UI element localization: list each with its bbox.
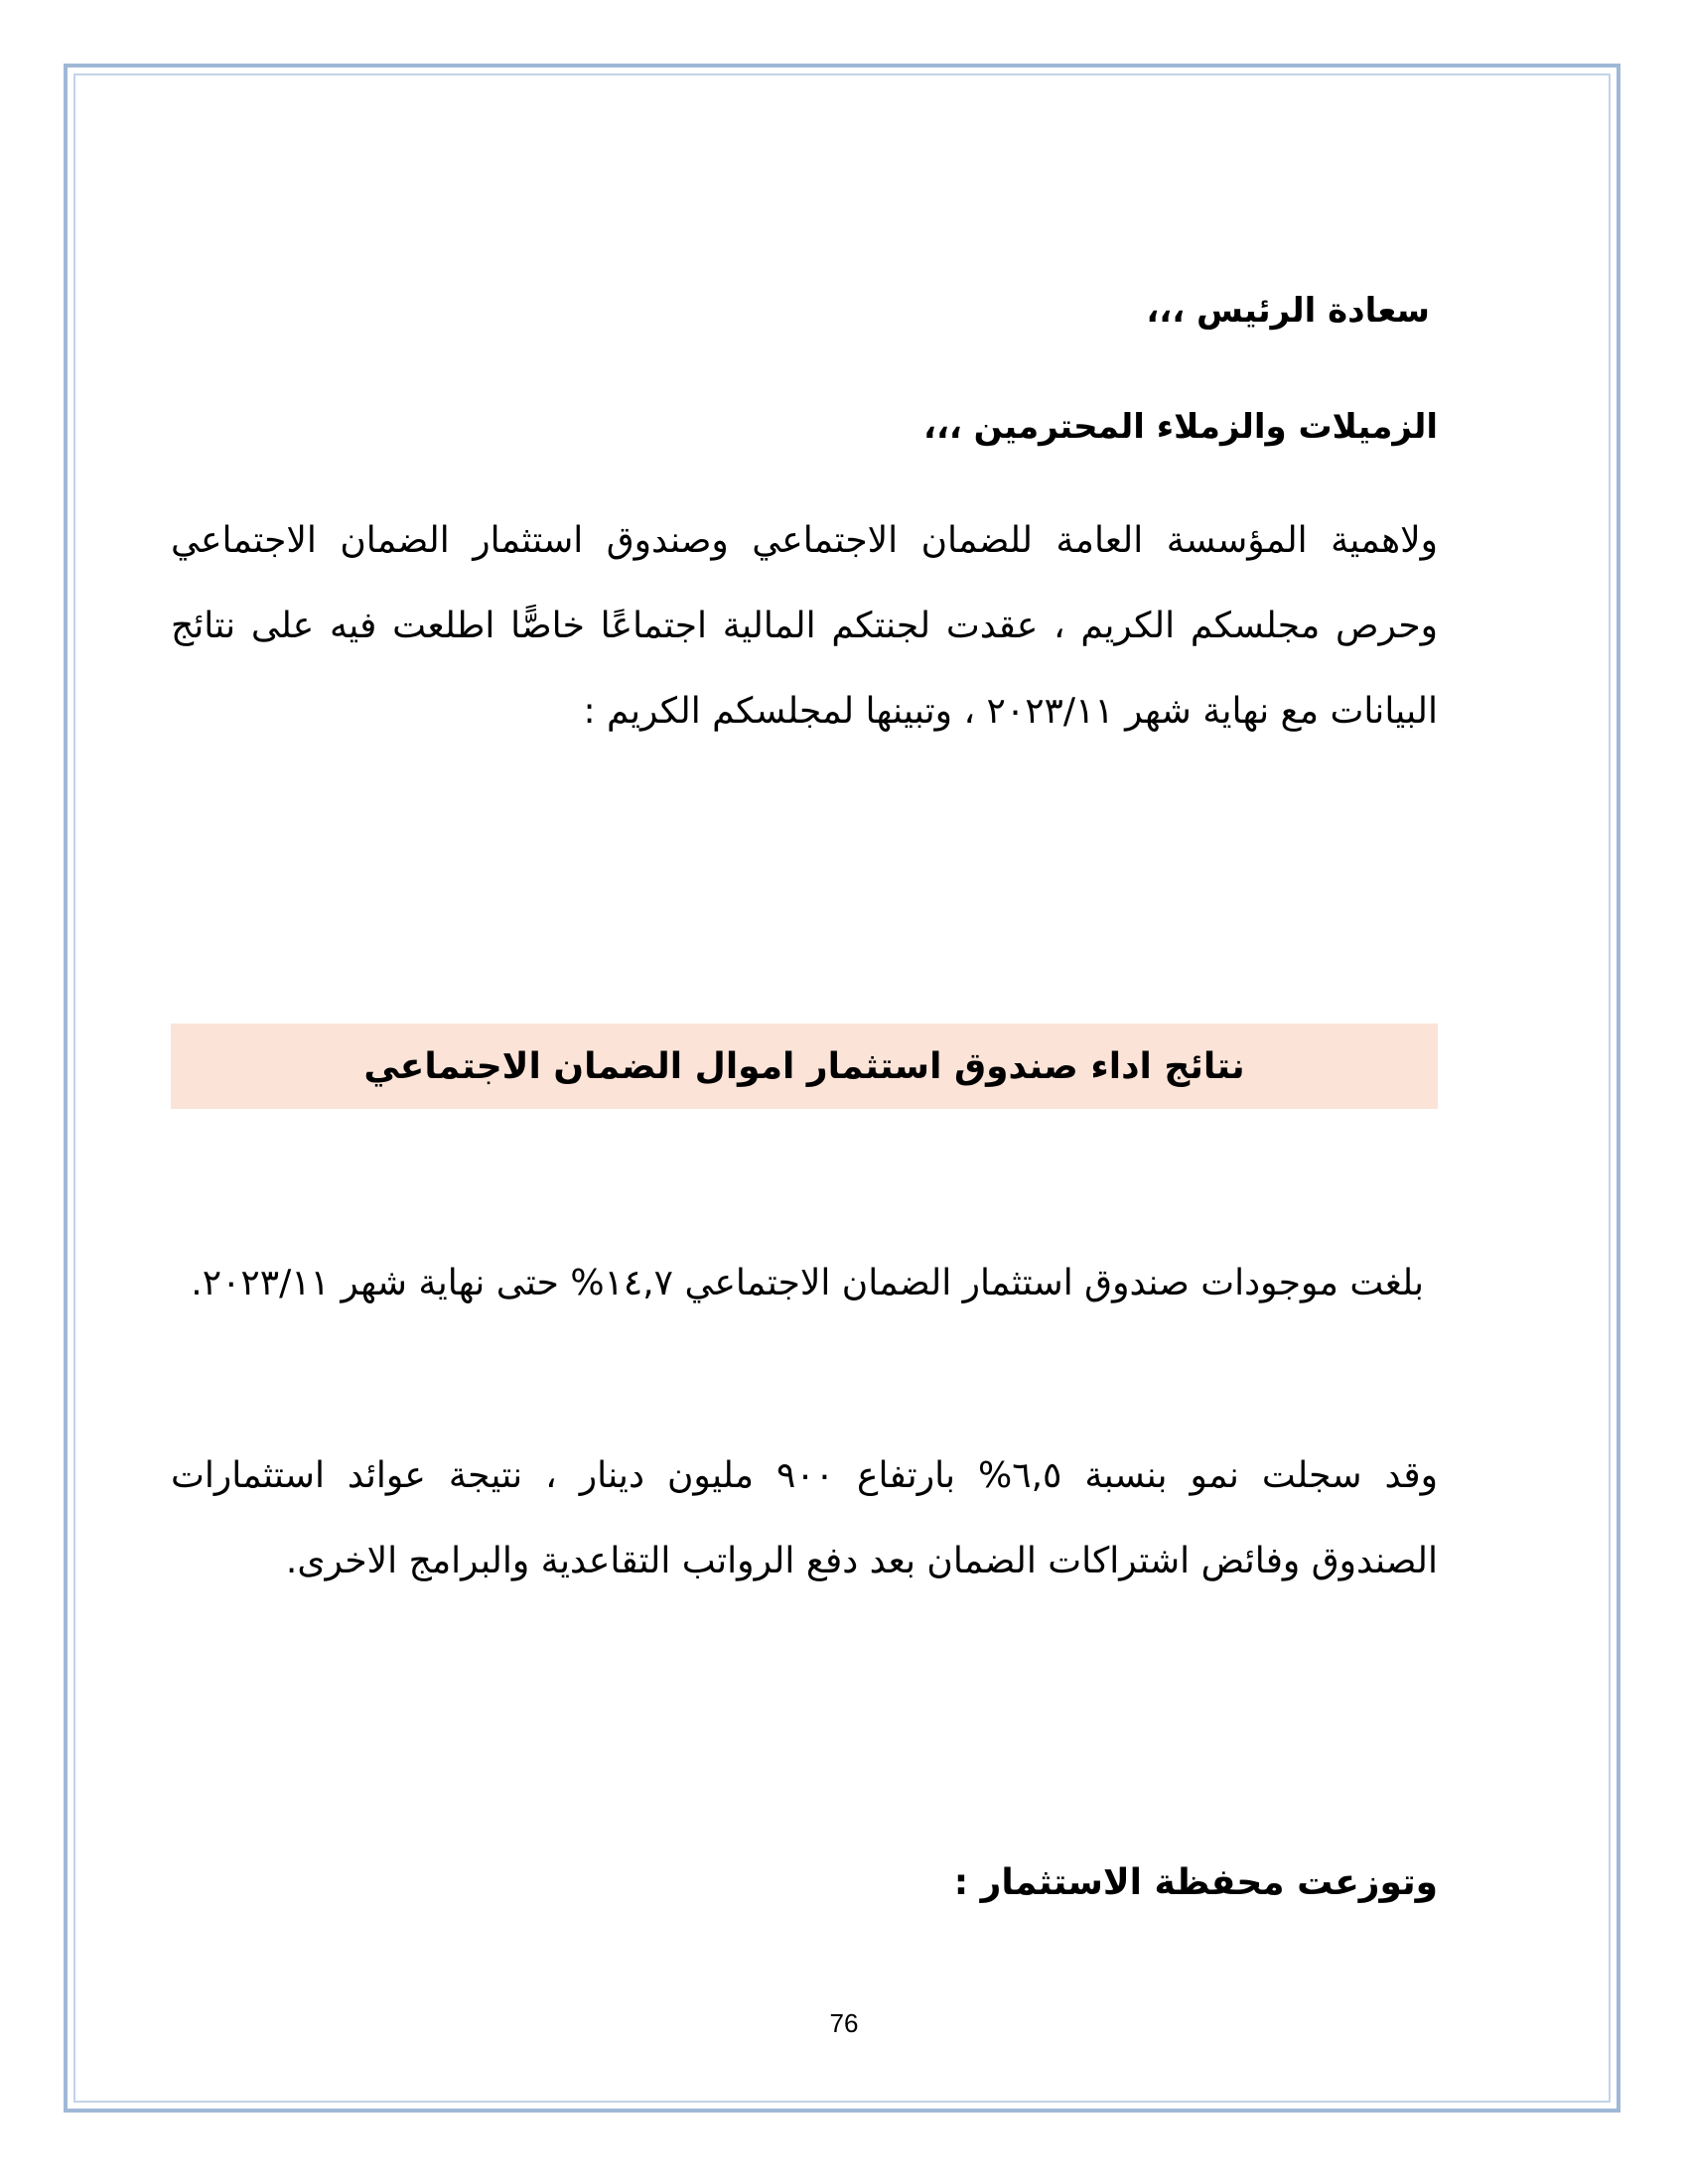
section-title-bar bbox=[171, 1024, 1438, 1109]
salutation-president: سعادة الرئيس ،،، bbox=[1146, 291, 1430, 331]
assets-paragraph: بلغت موجودات صندوق استثمار الضمان الاجتماعي ١٤,٧% حتى نهاية شهر ٢٠٢٣/١١. bbox=[191, 1263, 1424, 1303]
page-number: 76 bbox=[829, 2008, 859, 2038]
salutation-colleagues: الزميلات والزملاء المحترمين ،،، bbox=[923, 407, 1438, 447]
growth-paragraph: وقد سجلت نمو بنسبة ٦,٥% بارتفاع ٩٠٠ مليون دينار ، نتيجة عوائد استثمارات الصندوق وفائض اشتراكات الضمان بعد دفع الرواتب التقاعدية والبرامج الاخرى. bbox=[171, 1455, 1438, 1581]
page-content bbox=[171, 0, 1438, 2184]
portfolio-heading: وتوزعت محفظة الاستثمار : bbox=[953, 1862, 1438, 1903]
intro-paragraph: ولاهمية المؤسسة العامة للضمان الاجتماعي وصندوق استثمار الضمان الاجتماعي وحرص مجلسكم الكريم ، عقدت لجنتكم المالية اجتماعًا خاصًّا اطلعت فيه على نتائج البيانات مع نهاية شهر ٢٠٢٣/١١ ، وتبينها لمجلسكم الكريم : bbox=[171, 520, 1438, 732]
section-title: نتائج اداء صندوق استثمار اموال الضمان الاجتماعي bbox=[363, 1045, 1245, 1087]
